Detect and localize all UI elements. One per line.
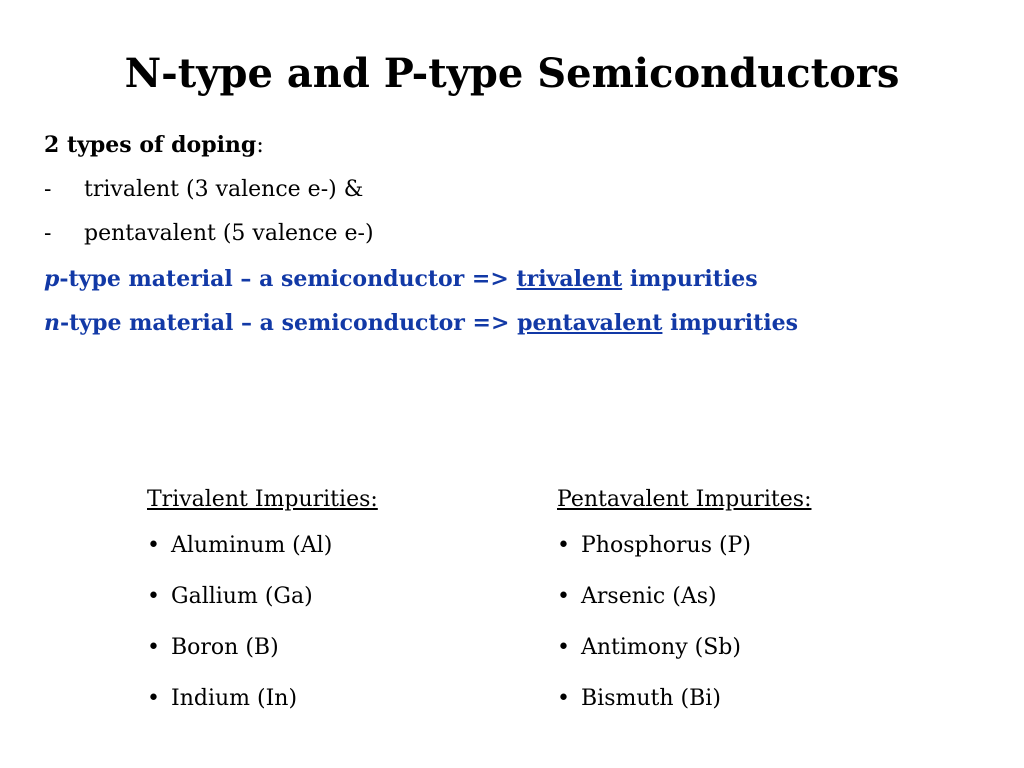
trivalent-heading: Trivalent Impurities: xyxy=(147,487,378,512)
list-item-text: Gallium (Ga) xyxy=(171,584,313,609)
doping-item-text: trivalent (3 valence e-) & xyxy=(84,176,364,202)
doping-item xyxy=(44,171,984,216)
trivalent-column xyxy=(147,480,378,728)
list-item xyxy=(147,626,378,677)
n-type-suffix: impurities xyxy=(670,310,798,336)
list-item xyxy=(147,677,378,728)
bullet-icon: • xyxy=(147,635,160,660)
doping-item-text: pentavalent (5 valence e-) xyxy=(84,221,374,246)
bullet-icon: • xyxy=(557,533,570,558)
bullet-icon: • xyxy=(557,686,570,711)
list-item-text: Indium (In) xyxy=(171,686,298,711)
bullet-icon: • xyxy=(147,686,160,711)
n-type-line xyxy=(44,304,984,349)
dash-marker: - xyxy=(44,176,52,202)
trivalent-link[interactable]: trivalent xyxy=(516,265,623,292)
dash-marker: - xyxy=(44,221,52,246)
list-item-text: Arsenic (As) xyxy=(581,584,717,609)
pentavalent-column xyxy=(557,480,811,728)
list-item-text: Aluminum (Al) xyxy=(171,533,333,558)
pentavalent-link[interactable]: pentavalent xyxy=(517,310,663,336)
doping-heading-line xyxy=(44,126,984,171)
list-item-text: Phosphorus (P) xyxy=(581,533,751,558)
bullet-icon: • xyxy=(557,584,570,609)
bullet-icon: • xyxy=(557,635,570,660)
bullet-icon: • xyxy=(147,533,160,558)
pentavalent-heading: Pentavalent Impurites: xyxy=(557,487,812,512)
list-item xyxy=(557,677,811,728)
n-type-text: -type material – a semiconductor => xyxy=(60,310,510,336)
slide-title: N-type and P-type Semiconductors xyxy=(124,50,900,97)
p-type-suffix: impurities xyxy=(629,265,758,292)
list-item-text: Boron (B) xyxy=(171,635,279,660)
doping-item xyxy=(44,215,984,260)
bullet-icon: • xyxy=(147,584,160,609)
list-item xyxy=(557,575,811,626)
doping-section xyxy=(44,126,984,349)
doping-heading: 2 types of doping xyxy=(44,132,257,158)
list-item-text: Antimony (Sb) xyxy=(581,635,741,660)
p-type-text: -type material – a semiconductor => xyxy=(59,265,509,292)
doping-heading-colon: : xyxy=(256,133,264,158)
list-item xyxy=(557,626,811,677)
p-type-line xyxy=(44,260,984,305)
p-type-letter: p xyxy=(44,265,60,292)
list-item xyxy=(147,575,378,626)
n-type-letter: n xyxy=(44,310,60,336)
list-item xyxy=(147,524,378,575)
list-item xyxy=(557,524,811,575)
list-item-text: Bismuth (Bi) xyxy=(581,686,721,711)
